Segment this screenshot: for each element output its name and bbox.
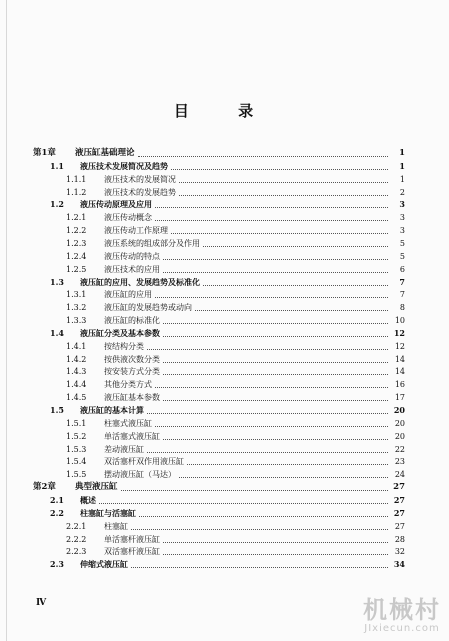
toc-entry-title: 液压技术的发展趋势 (104, 187, 176, 197)
toc-leader-dots (131, 528, 388, 530)
toc-entry[interactable] (33, 147, 405, 160)
toc-entry-title: 概述 (80, 494, 96, 505)
toc-leader-dots (131, 566, 388, 568)
toc-entry-number: 1.4.1 (66, 341, 87, 351)
toc-entry[interactable] (66, 520, 405, 533)
toc-entry[interactable] (66, 301, 405, 314)
toc-entry-title: 液压传动的特点 (104, 251, 160, 261)
toc-leader-dots (155, 296, 388, 298)
toc-entry-page: 27 (393, 507, 405, 518)
toc-leader-dots (195, 309, 388, 311)
toc-leader-dots (163, 322, 388, 324)
toc-entry-title: 液压缸的标准化 (104, 316, 160, 326)
toc-entry-page: 23 (394, 457, 405, 467)
toc-entry[interactable] (66, 314, 405, 327)
toc-entry-title: 液压系统的组成部分及作用 (104, 238, 200, 248)
toc-entry-page: 24 (394, 470, 405, 480)
toc-entry-number: 1.1.1 (66, 174, 87, 184)
toc-entry[interactable] (66, 211, 405, 224)
toc-entry[interactable] (66, 263, 405, 276)
toc-leader-dots (163, 258, 388, 260)
toc-entry-number: 1.2.2 (66, 226, 87, 236)
toc-entry-title: 差动液压缸 (104, 444, 144, 454)
watermark (363, 590, 441, 634)
toc-leader-dots (155, 425, 388, 427)
toc-entry-page: 5 (399, 238, 405, 248)
toc-entry-page: 20 (394, 431, 405, 441)
toc-entry-number: 1.5.5 (66, 470, 87, 480)
toc-entry[interactable] (50, 160, 405, 173)
toc-entry-title: 液压缸基础理论 (75, 148, 135, 158)
toc-entry-title: 典型液压缸 (75, 482, 118, 493)
toc-entry-title: 双活塞杆液压缸 (104, 547, 160, 557)
toc-entry-title: 液压传动工作原理 (104, 226, 168, 236)
toc-entry[interactable] (66, 455, 405, 468)
toc-leader-dots (147, 348, 388, 350)
toc-entry[interactable] (50, 558, 405, 571)
toc-leader-dots (163, 373, 388, 375)
toc-entry[interactable] (66, 443, 405, 456)
toc-entry[interactable] (66, 186, 405, 199)
page-number-footer: Ⅳ (36, 598, 47, 608)
toc-entry-page: 14 (394, 367, 405, 377)
toc-entry-title: 柱塞式液压缸 (104, 418, 152, 428)
toc-leader-dots (155, 386, 388, 388)
toc-entry-page: 27 (393, 482, 405, 493)
toc-entry-number: 第1章 (33, 148, 56, 158)
toc-entry-number: 2.2.2 (66, 534, 87, 544)
toc-entry-page: 17 (394, 393, 405, 403)
toc-entry[interactable] (66, 430, 405, 443)
toc-entry-number: 1.3.1 (66, 290, 87, 300)
toc-leader-dots (155, 219, 388, 221)
toc-leader-dots (163, 438, 388, 440)
toc-entry-page: 27 (394, 521, 405, 531)
toc-leader-dots (171, 168, 388, 170)
toc-entry-title: 按供液次数分类 (104, 354, 160, 364)
toc-leader-dots (155, 206, 388, 208)
toc-entry-title: 液压缸分类及基本参数 (80, 327, 160, 338)
toc-entry[interactable] (66, 353, 405, 366)
toc-entry-title: 摆动液压缸（马达） (104, 470, 176, 480)
toc-entry-title: 液压缸的应用 (104, 290, 152, 300)
toc-entry-title: 液压技术的应用 (104, 264, 160, 274)
toc-entry[interactable] (66, 340, 405, 353)
toc-entry-number: 2.2 (50, 507, 64, 518)
toc-leader-dots (147, 412, 388, 414)
toc-leader-dots (171, 232, 388, 234)
toc-entry-title: 液压缸的发展趋势或动向 (104, 303, 192, 313)
toc-leader-dots (179, 194, 388, 196)
toc-entry[interactable] (50, 327, 405, 340)
toc-leader-dots (163, 361, 388, 363)
toc-entry[interactable] (66, 378, 405, 391)
toc-leader-dots (203, 245, 388, 247)
toc-entry-page: 27 (393, 494, 405, 505)
toc-leader-dots (99, 502, 388, 504)
toc-entry-title: 液压缸的基本计算 (80, 405, 144, 415)
toc-entry[interactable] (66, 533, 405, 546)
toc-entry-title: 单活塞杆液压缸 (104, 534, 160, 544)
toc-entry-number: 1.2.5 (66, 264, 87, 274)
toc-entry-number: 1.1.2 (66, 187, 87, 197)
toc-entry-number: 1.4.2 (66, 354, 87, 364)
toc-entry-title: 液压技术的发展简况 (104, 174, 176, 184)
toc-entry-title: 液压传动原理及应用 (80, 199, 152, 210)
toc-entry-number: 1.5.3 (66, 444, 87, 454)
toc-entry-number: 1.5.1 (66, 418, 87, 428)
toc-entry-number: 1.5 (50, 405, 64, 415)
toc-entry-number: 1.2.3 (66, 238, 87, 248)
toc-entry[interactable] (33, 481, 405, 494)
toc-entry[interactable] (66, 237, 405, 250)
toc-entry-number: 1.4.3 (66, 367, 87, 377)
toc-leader-dots (187, 463, 388, 465)
toc-entry-page: 14 (394, 354, 405, 364)
toc-leader-dots (179, 181, 388, 183)
toc-entry[interactable] (50, 404, 405, 417)
toc-entry-title: 液压缸基本参数 (104, 393, 160, 403)
toc-entry[interactable] (66, 391, 405, 404)
toc-entry-page: 10 (394, 316, 405, 326)
toc-entry-title: 液压技术发展简况及趋势 (80, 160, 168, 171)
toc-entry-number: 2.3 (50, 559, 64, 570)
toc-entry[interactable] (66, 545, 405, 558)
toc-entry-number: 1.4.5 (66, 393, 87, 403)
toc-leader-dots (139, 515, 388, 517)
toc-leader-dots (121, 489, 388, 491)
toc-entry-page: 1 (399, 174, 405, 184)
toc-entry[interactable] (66, 250, 405, 263)
toc-entry-number: 第2章 (33, 482, 56, 493)
toc-entry-page: 2 (399, 187, 405, 197)
toc-entry-number: 1.5.2 (66, 431, 87, 441)
toc-entry[interactable] (66, 468, 405, 481)
toc-entry[interactable] (66, 224, 405, 237)
toc-entry[interactable] (66, 288, 405, 301)
toc-entry-number: 2.2.3 (66, 547, 87, 557)
toc-entry-page: 7 (399, 290, 405, 300)
toc-entry[interactable] (50, 494, 405, 507)
watermark-url: JIxiecun.com (364, 623, 440, 634)
toc-entry-page: 3 (399, 199, 405, 210)
toc-entry[interactable] (66, 365, 405, 378)
toc-entry-title: 液压传动概念 (104, 213, 152, 223)
toc-entry-number: 1.4.4 (66, 380, 87, 390)
toc-entry-page: 20 (394, 418, 405, 428)
toc-entry-number: 1.2 (50, 199, 64, 210)
toc-entry-page: 8 (399, 303, 405, 313)
toc-entry-number: 2.1 (50, 494, 64, 505)
toc-entry-number: 1.2.1 (66, 213, 87, 223)
toc-entry-page: 34 (393, 559, 405, 570)
toc-entry-title: 双活塞杆双作用液压缸 (104, 457, 184, 467)
toc-entry-page: 12 (393, 327, 405, 338)
toc-entry-page: 16 (394, 380, 405, 390)
toc-entry-title: 单活塞式液压缸 (104, 431, 160, 441)
toc-leader-dots (163, 335, 388, 337)
toc-entry-page: 5 (399, 251, 405, 261)
toc-entry-page: 20 (393, 405, 405, 415)
toc-leader-dots (179, 476, 388, 478)
toc-leader-dots (163, 553, 388, 555)
toc-leader-dots (203, 284, 388, 286)
toc-entry-number: 1.3.2 (66, 303, 87, 313)
toc-entry-title: 柱塞缸 (104, 521, 128, 531)
toc-entry-title: 柱塞缸与活塞缸 (80, 507, 136, 518)
toc-entry-page: 1 (399, 160, 405, 171)
toc-entry-page: 3 (399, 226, 405, 236)
toc-entry[interactable] (50, 198, 405, 211)
toc-entry-title: 伸缩式液压缸 (80, 559, 128, 570)
toc-entry-page: 28 (394, 534, 405, 544)
toc-entry-number: 1.2.4 (66, 251, 87, 261)
toc-leader-dots (138, 155, 388, 157)
toc-entry-number: 1.3 (50, 276, 64, 287)
toc-entry-page: 3 (399, 213, 405, 223)
toc-entry-page: 32 (394, 547, 405, 557)
toc-leader-dots (163, 399, 388, 401)
toc-entry-title: 按结构分类 (104, 341, 144, 351)
page-title: 目 录 (173, 102, 276, 120)
toc-leader-dots (163, 271, 388, 273)
toc-entry-title: 其他分类方式 (104, 380, 152, 390)
toc-entry-number: 1.5.4 (66, 457, 87, 467)
toc-entry-page: 22 (394, 444, 405, 454)
toc-entry-page: 6 (399, 264, 405, 274)
toc-entry[interactable] (66, 173, 405, 186)
toc-entry-number: 2.2.1 (66, 521, 87, 531)
toc-entry-number: 1.1 (50, 160, 64, 171)
toc-entry-title: 按安装方式分类 (104, 367, 160, 377)
toc-leader-dots (163, 541, 388, 543)
watermark-text: 机械村 (363, 596, 441, 624)
toc-entry[interactable] (50, 507, 405, 520)
toc-entry-page: 1 (399, 148, 405, 158)
page-edge (6, 0, 7, 641)
toc-entry[interactable] (50, 276, 405, 289)
toc-entry-title: 液压缸的应用、发展趋势及标准化 (80, 276, 200, 287)
toc-entry-number: 1.3.3 (66, 316, 87, 326)
toc-entry-page: 7 (399, 276, 405, 287)
toc-leader-dots (147, 451, 388, 453)
toc-entry-page: 12 (394, 341, 405, 351)
toc-entry[interactable] (66, 417, 405, 430)
toc-entry-number: 1.4 (50, 327, 64, 338)
